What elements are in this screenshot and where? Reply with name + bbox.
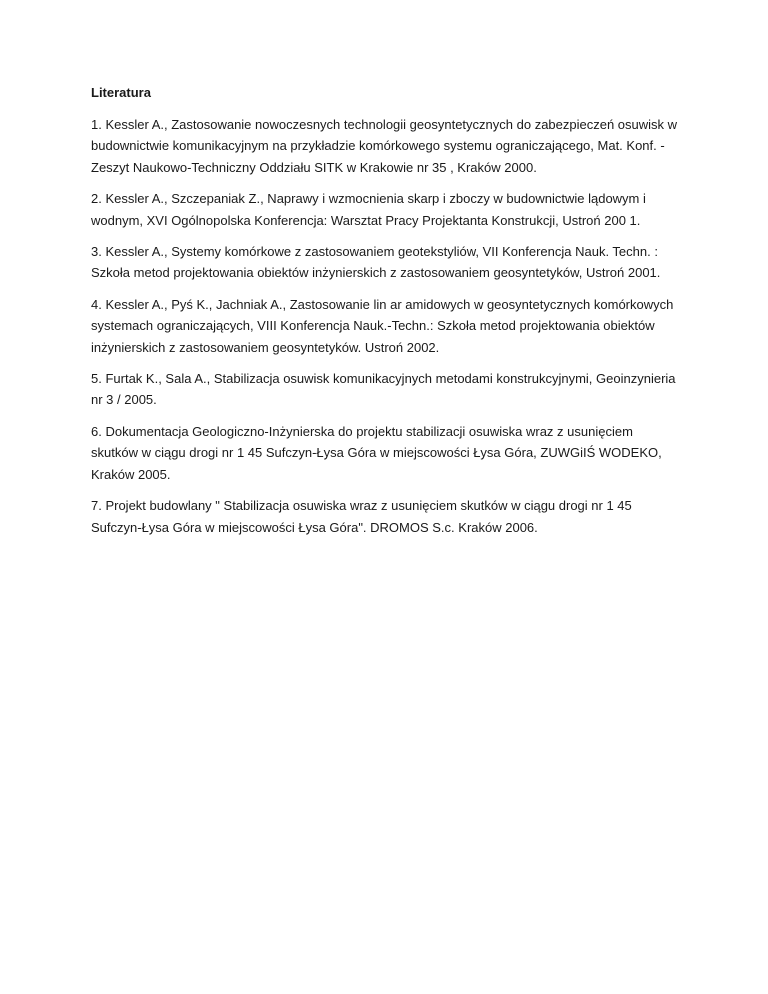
- reference-item-5: 5. Furtak K., Sala A., Stabilizacja osuwisk komunikacyjnych metodami konstrukcyjnymi, Geoinzynieria nr 3 / 2005.: [91, 371, 676, 408]
- reference-item-7: 7. Projekt budowlany " Stabilizacja osuwiska wraz z usunięciem skutków w ciągu drogi nr 1 45 Sufczyn-Łysa Góra w miejscowości Łysa Góra". DROMOS S.c. Kraków 2006.: [91, 498, 632, 535]
- reference-item-1: 1. Kessler A., Zastosowanie nowoczesnych technologii geosyntetycznych do zabezpieczeń osuwisk w budownictwie komunikacyjnym na przykładzie komórkowego systemu ograniczającego, Mat. Konf. - Zeszyt Naukowo-Techniczny Oddziału SITK w Krakowie nr 35 , Kraków 2000.: [91, 117, 678, 175]
- reference-item-6: 6. Dokumentacja Geologiczno-Inżynierska do projektu stabilizacji osuwiska wraz z usunięciem skutków w ciągu drogi nr 1 45 Sufczyn-Łysa Góra w miejscowości Łysa Góra, ZUWGiIŚ WODEKO, Kraków 2005.: [91, 423, 662, 482]
- reference-item-4: 4. Kessler A., Pyś K., Jachniak A., Zastosowanie lin ar amidowych w geosyntetycznych komórkowych systemach ograniczających, VIII Konferencja Nauk.-Techn.: Szkoła metod projektowania obiektów inżynierskich z zastosowaniem geosyntetyków. Ustroń 2002.: [91, 296, 674, 355]
- section-heading: Literatura: [91, 85, 151, 100]
- document-page: [91, 84, 681, 548]
- reference-item-2: 2. Kessler A., Szczepaniak Z., Naprawy i wzmocnienia skarp i zboczy w budownictwie lądowym i wodnym, XVI Ogólnopolska Konferencja: Warsztat Pracy Projektanta Konstrukcji, Ustroń 200 1.: [91, 191, 646, 228]
- reference-list: [91, 114, 681, 538]
- reference-item-3: 3. Kessler A., Systemy komórkowe z zastosowaniem geotekstyliów, VII Konferencja Nauk. Techn. : Szkoła metod projektowania obiektów inżynierskich z zastosowaniem geosyntetyków, Ustroń 2001.: [91, 244, 661, 281]
